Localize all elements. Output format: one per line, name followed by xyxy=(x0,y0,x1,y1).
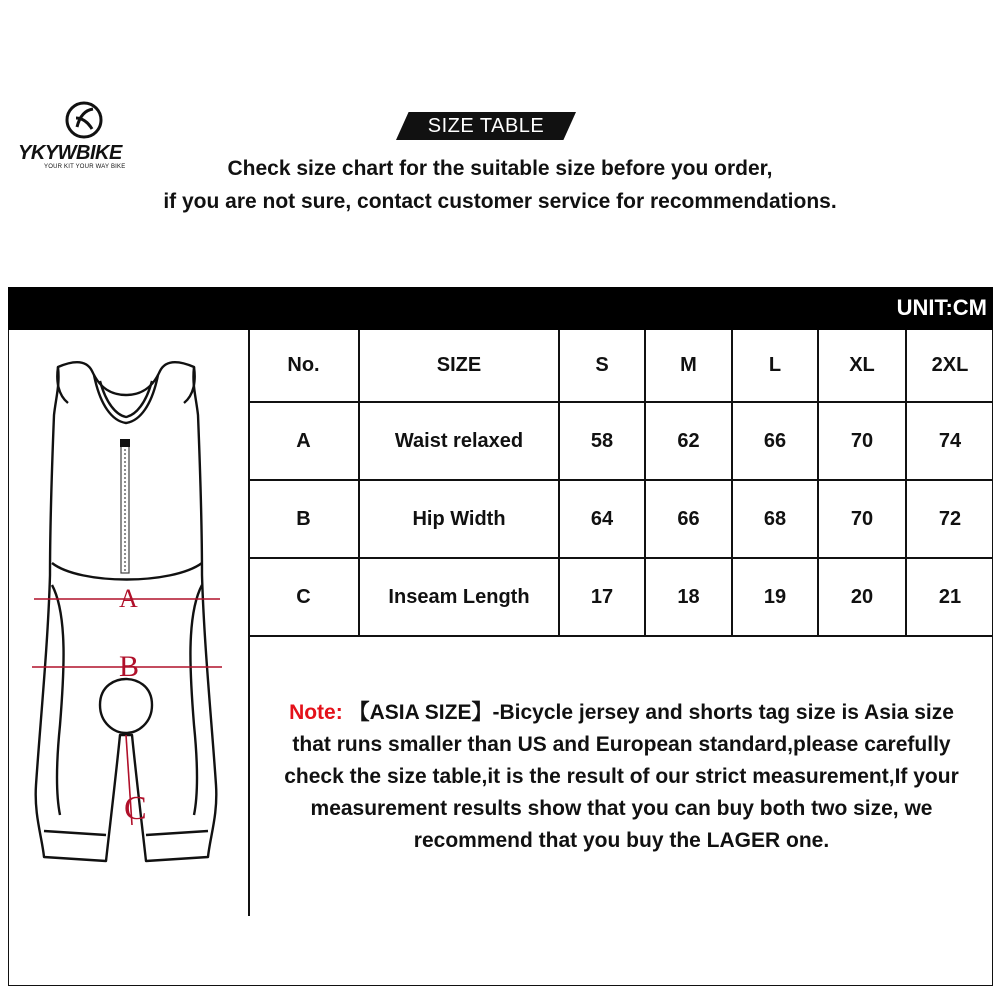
note-line-4: measurement results show that you can buy both two size, we xyxy=(310,797,933,820)
table-cell: 18 xyxy=(645,558,732,636)
header-cell: M xyxy=(645,330,732,402)
table-cell: 66 xyxy=(645,480,732,558)
table-cell: 72 xyxy=(906,480,993,558)
note-line-2: that runs smaller than US and European standard,please carefully xyxy=(292,733,951,756)
table-cell: 64 xyxy=(559,480,645,558)
size-note xyxy=(250,697,993,857)
header-cell: L xyxy=(732,330,818,402)
brand-tagline: YOUR KIT YOUR WAY BIKE xyxy=(44,164,126,170)
table-cell: A xyxy=(249,402,359,480)
header-cell: No. xyxy=(249,330,359,402)
unit-bar xyxy=(8,287,993,330)
table-row xyxy=(249,402,993,480)
table-cell: C xyxy=(249,558,359,636)
table-cell: 68 xyxy=(732,480,818,558)
header-cell: XL xyxy=(818,330,906,402)
table-cell: 19 xyxy=(732,558,818,636)
table-cell: 66 xyxy=(732,402,818,480)
header-cell: 2XL xyxy=(906,330,993,402)
table-cell: 74 xyxy=(906,402,993,480)
table-row xyxy=(249,558,993,636)
note-line-1 xyxy=(250,697,993,729)
table-cell: Hip Width xyxy=(359,480,559,558)
table-cell: 20 xyxy=(818,558,906,636)
table-cell: 17 xyxy=(559,558,645,636)
header-cell: S xyxy=(559,330,645,402)
intro-line-1: Check size chart for the suitable size before you order, xyxy=(227,157,773,180)
unit-label: UNIT:CM xyxy=(896,295,987,320)
note-text-1: 【ASIA SIZE】-Bicycle jersey and shorts tag size is Asia size xyxy=(348,701,954,724)
header-cell: SIZE xyxy=(359,330,559,402)
measurement-marker-b: B xyxy=(119,650,140,683)
note-line-5: recommend that you buy the LAGER one. xyxy=(413,829,830,852)
table-cell: 70 xyxy=(818,480,906,558)
measurement-marker-c: C xyxy=(124,790,147,827)
measurement-marker-a: A xyxy=(119,584,138,613)
badge-label: SIZE TABLE xyxy=(427,115,545,137)
table-cell: 21 xyxy=(906,558,993,636)
table-cell: Inseam Length xyxy=(359,558,559,636)
table-row xyxy=(249,480,993,558)
table-cell: 58 xyxy=(559,402,645,480)
table-cell: Waist relaxed xyxy=(359,402,559,480)
table-header-row xyxy=(249,330,993,402)
note-label: Note: xyxy=(289,701,343,724)
size-table-badge xyxy=(396,112,576,140)
size-table xyxy=(249,330,993,637)
table-cell: 62 xyxy=(645,402,732,480)
brand-name: YKYWBIKE xyxy=(18,142,122,164)
bike-wheel-icon xyxy=(62,100,106,140)
table-cell: B xyxy=(249,480,359,558)
intro-line-2: if you are not sure, contact customer service for recommendations. xyxy=(163,190,837,213)
zipper-pull-icon xyxy=(120,439,130,447)
note-line-3: check the size table,it is the result of our strict measurement,If your xyxy=(284,765,959,788)
table-cell: 70 xyxy=(818,402,906,480)
